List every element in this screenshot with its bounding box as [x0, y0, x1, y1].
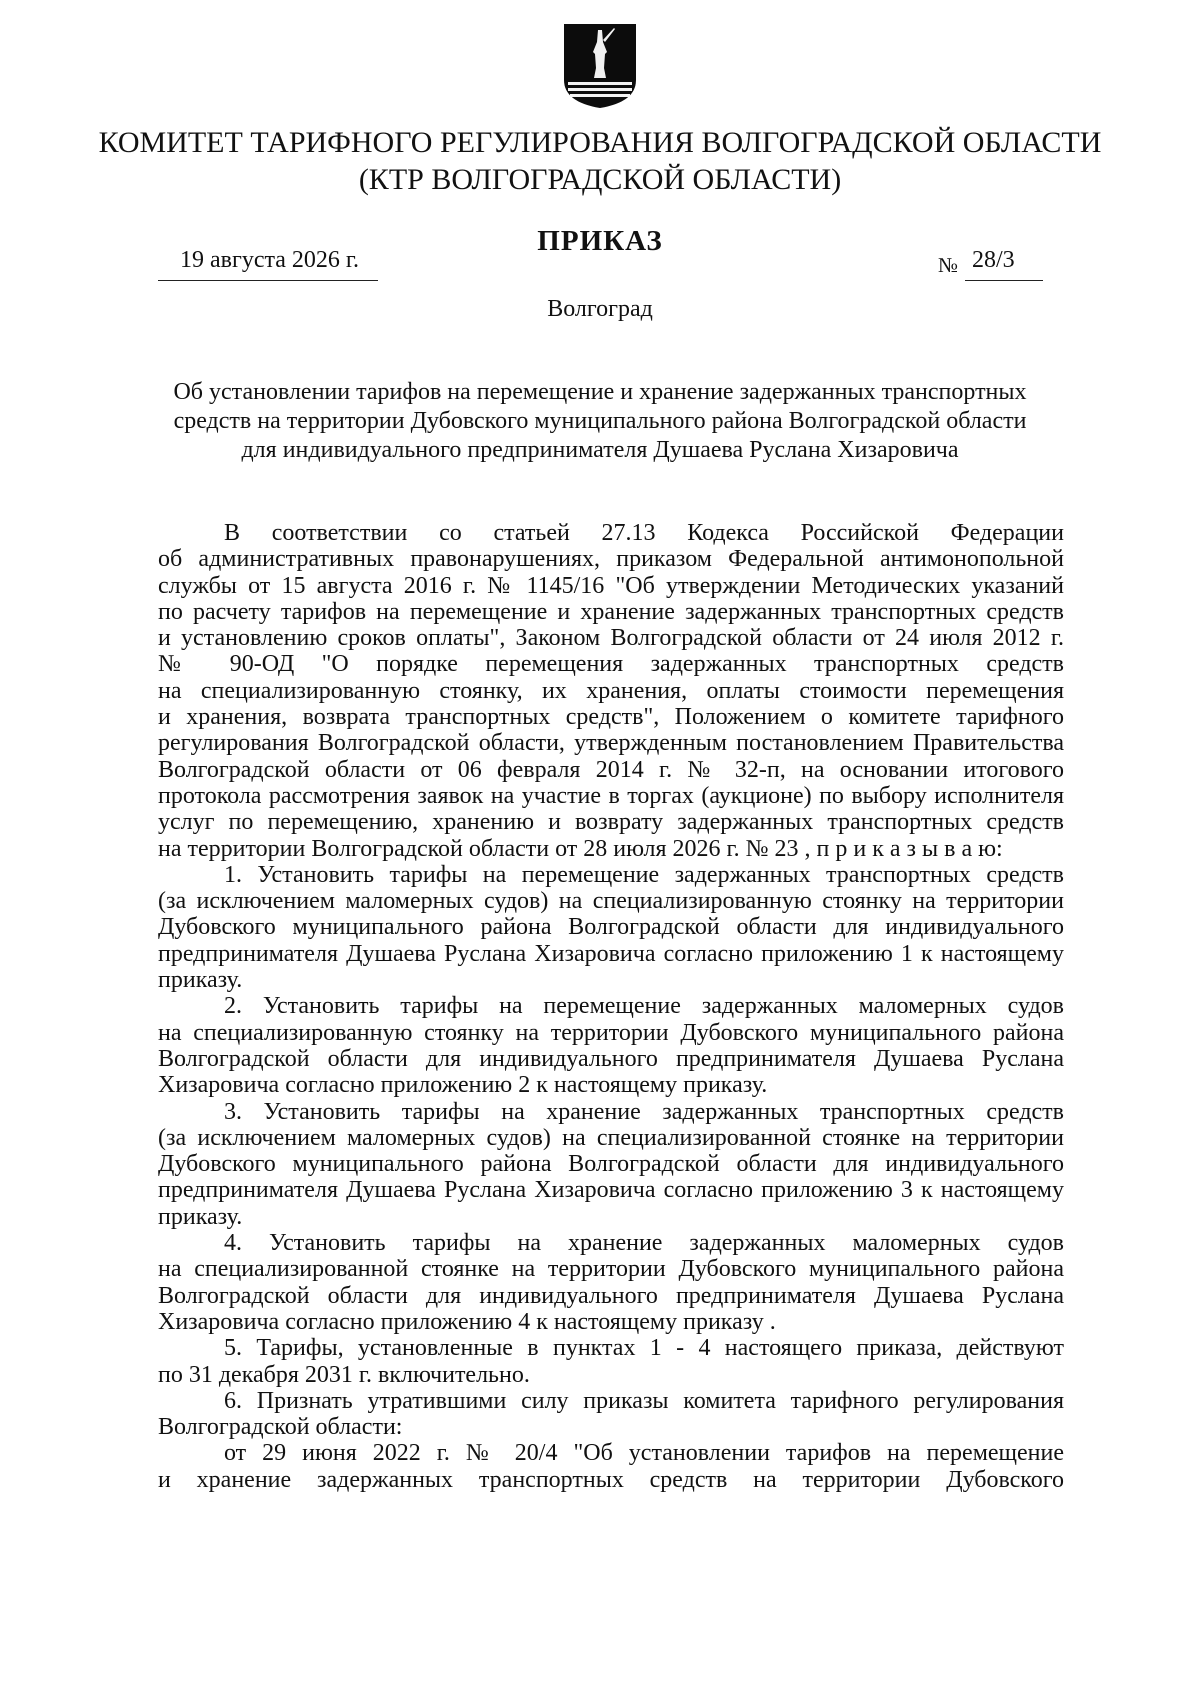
- body-line: службы от 15 августа 2016 г. № 1145/16 "Об утверждении Методических указаний: [158, 572, 1064, 599]
- body-line: 2. Установить тарифы на перемещение задержанных маломерных судов: [224, 993, 1064, 1020]
- body-line: приказу.: [158, 967, 243, 994]
- body-line: В соответствии со статьей 27.13 Кодекса Российской Федерации: [224, 520, 1064, 546]
- body-line: 1. Установить тарифы на перемещение задержанных транспортных средств: [224, 861, 1064, 888]
- body-line: 5. Тарифы, установленные в пунктах 1 - 4 настоящего приказа, действуют: [224, 1335, 1064, 1362]
- body-line: услуг по перемещению, хранению и возврату задержанных транспортных средств: [158, 809, 1064, 836]
- body-line: на специализированную стоянку на территории Дубовского муниципального района: [158, 1019, 1064, 1046]
- number-underline: [965, 280, 1043, 281]
- body-line: Волгоградской области от 06 февраля 2014 г. № 32-п, на основании итогового: [158, 756, 1064, 783]
- body-line: по 31 декабря 2031 г. включительно.: [158, 1361, 530, 1388]
- body-line: на специализированной стоянке на территории Дубовского муниципального района: [158, 1256, 1064, 1283]
- date-underline: [158, 280, 378, 281]
- body-line: на специализированную стоянку, их хранения, оплаты стоимости перемещения: [158, 677, 1064, 704]
- body-line: Волгоградской области:: [158, 1414, 403, 1441]
- subject-line: для индивидуального предпринимателя Душаева Руслана Хизаровича: [241, 437, 959, 463]
- body-line: приказу.: [158, 1203, 243, 1230]
- body-line: от 29 июня 2022 г. № 20/4 "Об установлении тарифов на перемещение: [224, 1440, 1064, 1467]
- body-line: предпринимателя Душаева Руслана Хизаровича согласно приложению 1 к настоящему: [158, 940, 1064, 967]
- body-line: и установлению сроков оплаты", Законом Волгоградской области от 24 июля 2012 г.: [158, 625, 1064, 652]
- order-subject: [0, 378, 1200, 465]
- body-line: (за исключением маломерных судов) на специализированной стоянке на территории: [158, 1124, 1064, 1151]
- body-line: Волгоградской области для индивидуального предпринимателя Душаева Руслана: [158, 1045, 1064, 1072]
- body-line: (за исключением маломерных судов) на специализированную стоянку на территории: [158, 888, 1064, 915]
- body-line: и хранения, возврата транспортных средств", Положением о комитете тарифного: [158, 704, 1064, 731]
- subject-line: Об установлении тарифов на перемещение и хранение задержанных транспортных: [173, 379, 1027, 405]
- body-line: протокола рассмотрения заявок на участие в торгах (аукционе) по выбору исполнителя: [158, 782, 1064, 809]
- number-sign: №: [938, 253, 959, 277]
- order-body: [158, 520, 1064, 1493]
- order-date: 19 августа 2026 г.: [180, 247, 360, 273]
- body-line: на территории Волгоградской области от 28 июля 2026 г. № 23 , п р и к а з ы в а ю:: [158, 835, 1003, 862]
- committee-name: КОМИТЕТ ТАРИФНОГО РЕГУЛИРОВАНИЯ ВОЛГОГРАДСКОЙ ОБЛАСТИ: [98, 126, 1102, 159]
- body-line: об административных правонарушениях, приказом Федеральной антимонопольной: [158, 546, 1064, 573]
- order-number: 28/3: [972, 247, 1015, 273]
- body-line: Хизаровича согласно приложению 2 к настоящему приказу.: [158, 1072, 768, 1099]
- coat-of-arms-emblem: [562, 22, 638, 110]
- body-line: 6. Признать утратившими силу приказы комитета тарифного регулирования: [224, 1387, 1064, 1414]
- body-line: Хизаровича согласно приложению 4 к настоящему приказу .: [158, 1308, 776, 1335]
- body-line: 4. Установить тарифы на хранение задержанных маломерных судов: [224, 1230, 1064, 1257]
- body-line: № 90-ОД "О порядке перемещения задержанных транспортных средств: [158, 651, 1064, 678]
- committee-abbreviation: (КТР ВОЛГОГРАДСКОЙ ОБЛАСТИ): [358, 163, 842, 196]
- body-line: предпринимателя Душаева Руслана Хизаровича согласно приложению 3 к настоящему: [158, 1177, 1064, 1204]
- subject-line: средств на территории Дубовского муниципального района Волгоградской области: [173, 408, 1027, 434]
- body-line: Волгоградской области для индивидуального предпринимателя Душаева Руслана: [158, 1282, 1064, 1309]
- body-line: и хранение задержанных транспортных средств на территории Дубовского: [158, 1466, 1064, 1493]
- document-title: ПРИКАЗ: [537, 225, 663, 257]
- body-line: по расчету тарифов на перемещение и хранение задержанных транспортных средств: [158, 598, 1064, 625]
- body-line: 3. Установить тарифы на хранение задержанных транспортных средств: [224, 1098, 1064, 1125]
- body-line: регулирования Волгоградской области, утвержденным постановлением Правительства: [158, 730, 1064, 757]
- city-name: Волгоград: [547, 296, 653, 322]
- body-line: Дубовского муниципального района Волгоградской области для индивидуального: [158, 1151, 1064, 1178]
- body-line: Дубовского муниципального района Волгоградской области для индивидуального: [158, 914, 1064, 941]
